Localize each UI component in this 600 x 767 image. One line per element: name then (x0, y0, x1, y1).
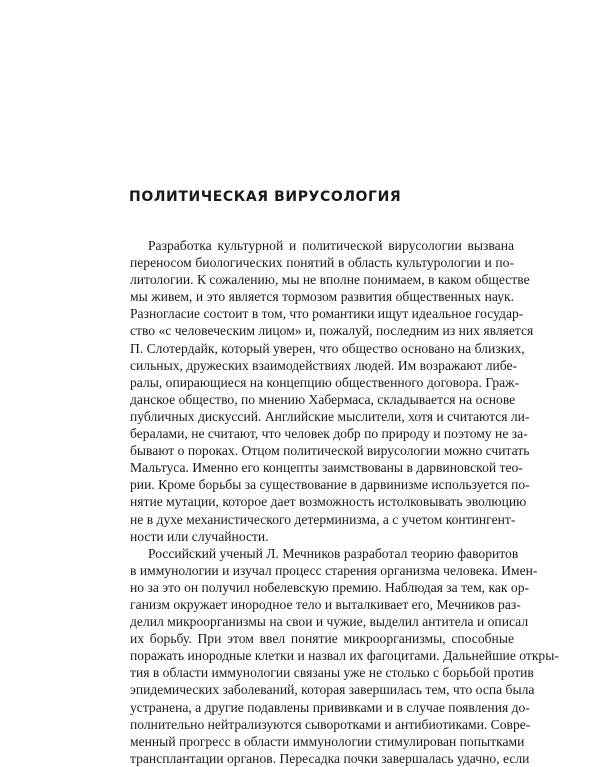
text-line: литологии. К сожалению, мы не вполне понимаем, в каком обществе (130, 272, 530, 288)
text-line: тия в области иммунологии связаны уже не столько с борьбой против (130, 665, 534, 681)
text-line: рии. Кроме борьбы за существование в дарвинизме используется по- (130, 477, 530, 493)
body-text (130, 237, 559, 767)
text-line: поражать инородные клетки и назвал их фагоцитами. Дальнейшие откры- (130, 648, 559, 664)
text-line: ралы, опирающиеся на концепцию общественного договора. Граж- (130, 374, 520, 390)
text-line: Российский ученый Л. Мечников разработал теорию фаворитов (148, 545, 519, 561)
text-line: ганизм окружает инородное тело и выталкивает его, Мечников раз- (130, 596, 521, 612)
text-line: устранена, а другие подавлены прививками и в случае появления до- (130, 699, 530, 715)
text-line: их борьбу. При этом ввел понятие микроорганизмы, способные (130, 631, 514, 647)
text-line: Мальтуса. Именно его концепты заимствованы в дарвиновской тео- (130, 460, 523, 476)
text-line: публичных дискуссий. Английские мыслители, хотя и считаются ли- (130, 408, 530, 424)
text-line: П. Слотердайк, который уверен, что общество основано на близких, (130, 340, 525, 356)
paragraph (130, 237, 534, 545)
text-line: сильных, дружеских взаимодействиях людей. Им возражают либе- (130, 357, 518, 373)
text-line: переносом биологических понятий в область культурологии и по- (130, 255, 514, 271)
text-line: данское общество, по мнению Хабермаса, складывается на основе (130, 391, 516, 407)
text-line: ство «с человеческим лицом» и, пожалуй, последним из них является (130, 323, 534, 339)
text-line: Разработка культурной и политической вирусологии вызвана (148, 238, 514, 253)
text-line: ности или случайности. (130, 528, 269, 544)
text-line: Разногласие состоит в том, что романтики ищут идеальное государ- (130, 306, 524, 322)
text-line: эпидемических заболеваний, которая завершилась тем, что оспа была (130, 682, 535, 698)
text-line: делил микроорганизмы на свои и чужие, выделил антитела и описал (130, 614, 529, 630)
text-line: бералами, не считают, что человек добр по природу и поэтому не за- (130, 426, 528, 442)
text-line: не в духе механистического детерминизма, а с учетом контингент- (130, 511, 516, 527)
text-line: в иммунологии и изучал процесс старения организма человека. Имен- (130, 562, 538, 578)
text-line: менный прогресс в области иммунологии стимулирован попытками (130, 733, 525, 749)
text-line: нятие мутации, которое дает возможность истолковывать эволюцию (130, 494, 527, 510)
text-line: мы живем, и это является тормозом развития общественных наук. (130, 289, 514, 305)
section-heading: ПОЛИТИЧЕСКАЯ ВИРУСОЛОГИЯ (129, 189, 402, 205)
text-line: бывают о пороках. Отцом политической вирусологии можно считать (130, 443, 530, 459)
paragraph (130, 545, 559, 767)
text-line: но за это он получил нобелевскую премию. Наблюдая за тем, как ор- (130, 579, 530, 595)
text-line: полнительно нейтрализуются сыворотками и антибиотиками. Совре- (130, 716, 531, 732)
text-line: трансплантации органов. Пересадка почки завершалась удачно, если (130, 750, 530, 766)
